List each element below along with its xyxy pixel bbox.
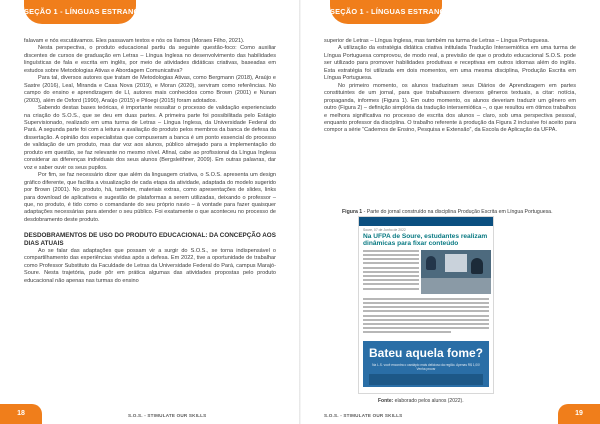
left-paragraph-4: Sabendo destas bases teóricas, é importante ressaltar o processo de validação experienciado na criação do S.O.S., que se deu em duas partes. A primeira parte foi possibilitada pelo Estágio Supervisionado, realizado em uma turma de Letras – Língua Inglesa, da Universidade Federal do Pará. A segunda parte foi com a leitura e avaliação do produto pelos membros da banca de defesa da dissertação. A opinião dos especialistas que compuseram a banca é um ponto essencial do processo de validação de um produto, mas dar voz aos alunos, público almejado para a implementação do produto em questão, se faz relevante no mesmo nível. Afinal, cabe ao profissional da Língua Inglesa considerar as diferenças individuais dos seus alunos (Bergsleithner, 2009). Em outras palavras, dar voz e saber ouvir os seus pupilos. (24, 105, 276, 171)
right-paragraph-2: A utilização da estratégia didática criativa intitulada Tradução Intersemiótica em uma turma de Língua Portuguesa comprovou, de modo real, a previsão de que o produto educacional S.O.S. pode ser utilizado para promover habilidades produtivas e receptivas em outros idiomas além do inglês. Esta estratégia foi utilizada em dois momentos, em uma mesma disciplina, Produção Escrita em Língua Portuguesa. (324, 45, 576, 82)
newspaper-advertisement (363, 341, 489, 387)
figure-caption (342, 209, 582, 215)
right-page (300, 0, 600, 424)
newspaper-masthead (359, 217, 493, 226)
right-footer (300, 404, 600, 424)
ad-title: Bateu aquela fome? (368, 346, 484, 360)
ad-image (369, 374, 483, 385)
newspaper-article-text (363, 250, 419, 292)
ad-subtitle: Na L.S. você encontra o cardápio mais delicioso da região. Apenas R$ 1,00! Venha provar (372, 363, 480, 371)
left-footer (0, 404, 300, 424)
newspaper-date: Soure, 07 de Junho de 2022 (363, 228, 406, 232)
footer-title-left: S.O.S. - STIMULATE OUR SKILLS (128, 413, 207, 418)
left-paragraph-1: falavam e nós escutávamos. Eles passavam textos e nós os líamos (Moraes Filho, 2021). (24, 38, 245, 44)
newspaper-body-text (359, 296, 493, 334)
page-number-right: 19 (558, 404, 600, 424)
newspaper-photo (421, 250, 491, 294)
right-body-text (324, 38, 576, 135)
figure-caption-label: Figura 1 (342, 209, 363, 215)
left-paragraph-2: Nesta perspectiva, o produto educacional partiu da seguinte questão-foco: Como auxiliar discentes de cursos de graduação em Letras – Língua Inglesa no desenvolvimento das habilidades linguísticas de fala e escrita em inglês, por meio de atividades didáticas criativas, baseadas em estudos sobre Metodologias Ativas e Abordagem Comunicativa? (24, 45, 276, 74)
footer-title-right: S.O.S. - STIMULATE OUR SKILLS (324, 413, 403, 418)
page-number-left: 18 (0, 404, 42, 424)
book-spine (299, 0, 301, 424)
right-paragraph-1: superior de Letras – Língua Inglesa, mas também na turma de Letras – Língua Portuguesa. (324, 38, 550, 44)
newspaper-headline: Na UFPA de Soure, estudantes realizam dinâmicas para fixar conteúdo (363, 233, 488, 248)
section-header-right: SEÇÃO 1 - LÍNGUAS ESTRANGEIRAS (330, 7, 470, 16)
left-paragraph-6: Ao se falar das adaptações que possam vir a surgir do S.O.S., se torna indispensável o compartilhamento das experiências vividas após a defesa. Em 2022, tive a oportunidade de trabalhar como Professor Substituto da Faculdade de Letras da Universidade Federal do Pará, campus Marajó-Soure. Nesta trajetória, pude pôr em prática algumas das atividades propostas pelo produto educacional não apenas nas turmas do ensino (24, 247, 276, 284)
section-heading: DESDOBRAMENTOS DE USO DO PRODUTO EDUCACIONAL: DA CONCEPÇÃO AOS DIAS ATUAIS (24, 231, 276, 247)
newspaper-figure (358, 216, 494, 394)
figure-source-label: Fonte: (378, 398, 394, 404)
section-tab-right (330, 0, 470, 24)
left-body-text (24, 38, 276, 285)
figure-caption-text: - Parte do jornal construído na disciplina Produção Escrita em Língua Portuguesa. (362, 209, 553, 215)
section-tab-left (24, 0, 164, 24)
newspaper-article-row (359, 250, 493, 296)
figure-source-text: elaborado pelos alunos (2022). (393, 398, 464, 404)
left-paragraph-3: Para tal, diversos autores que tratam de Metodologias Ativas, como Bergmann (2018), Araújo e Sastre (2016), Leal, Miranda e Casa Nova (2019), e Moran (2020), serviram como referências. No campo do ensino e aprendizagem de LI, autores mais conhecidos como Brown (2001) e Nunan (2003), além de Oxford (1990), Araújo (2015) e Piloegi (2015) foram adotados. (24, 75, 276, 104)
right-paragraph-3: No primeiro momento, os alunos traduziram seus Diários de Aprendizagem em partes constituintes de um jornal, para que trabalhassem diversos gêneros textuais, a citar: notícia, propaganda, informes (Figura 1). Em outro momento, os alunos deveriam traduzir um gênero em outro (Figura 2) – definição simplória da tradução intersemiótica –, o que resultou em ótimos trabalhos e melhora significativa no processo de escrita dos alunos – claro, sob uma perspectiva pessoal, enquanto professor da disciplina. O trabalho referente à produção da Figura 2 inclusive foi aceito para compor a série “Cadernos de Ensino, Pesquisa e Extensão”, da Escola de Aplicação da UFPA. (324, 82, 576, 134)
section-header-left: SEÇÃO 1 - LÍNGUAS ESTRANGEIRAS (24, 7, 164, 16)
left-paragraph-5: Por fim, se faz necessário dizer que além da linguagem criativa, o S.O.S. apresenta um design gráfico diferente, que facilita a visualização de cada etapa da atividade, adaptada do modelo sugerido por Brown (2001). No produto, há, também, materiais extras, como apresentações de slides, links para download de aplicativos e sugestão de plataformas a serem utilizadas, deixando o professor – que, no produto, é tido como o comandante do seu próprio navio – à vontade para fazer quaisquer adaptações necessárias para atender o seu público. Foi exatamente o que aconteceu no processo de desdobramento deste produto. (24, 172, 276, 223)
